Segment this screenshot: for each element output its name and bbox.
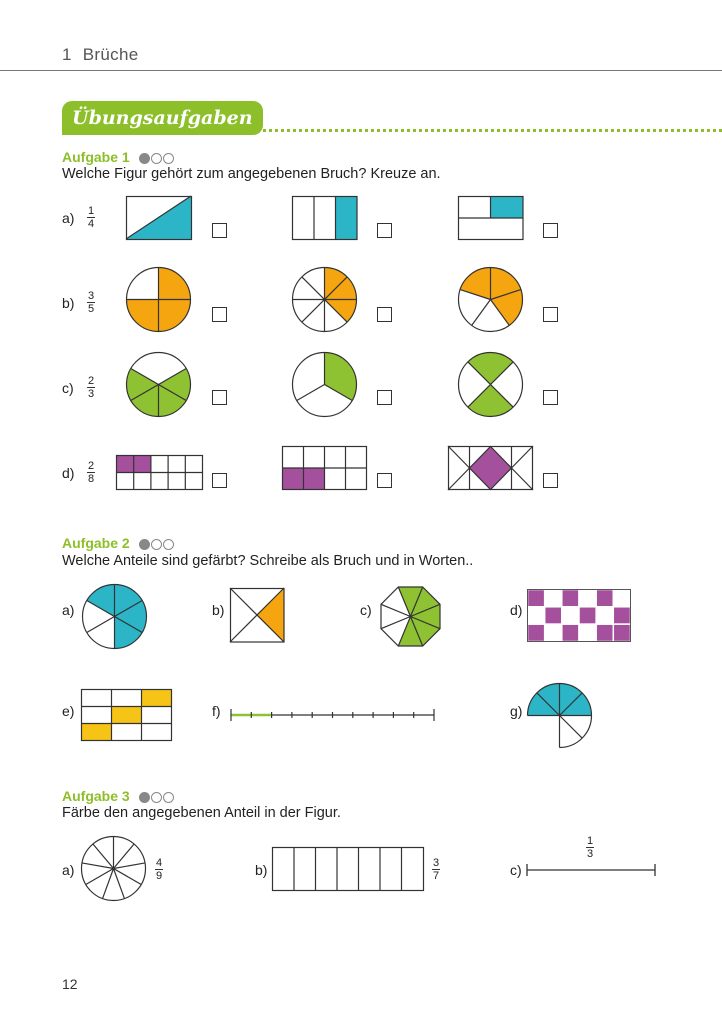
denominator: 4 [88, 218, 95, 230]
row-b-label: b) [62, 295, 75, 311]
square-diagonals-1-filled [230, 588, 285, 643]
aufgabe2-label-g: g) [510, 703, 523, 719]
difficulty-indicator [139, 790, 175, 806]
aufgabe3-instruction: Färbe den angegebenen Anteil in der Figur. [62, 805, 341, 821]
difficulty-dot-filled [139, 153, 150, 164]
checker-cell [596, 590, 613, 607]
pie-4-parts-3-filled [126, 267, 192, 333]
checker-grid-3x6 [527, 589, 631, 642]
checker-cell [579, 607, 596, 624]
difficulty-dot-empty [151, 539, 162, 550]
checkbox-a3[interactable] [543, 223, 558, 238]
rect-diamond-figure [448, 446, 534, 490]
fraction-2-3 [87, 375, 95, 400]
difficulty-indicator [139, 151, 175, 167]
number-line-f [230, 708, 436, 724]
numerator: 1 [587, 835, 594, 847]
checker-cell [579, 590, 596, 607]
checkbox-b1[interactable] [212, 307, 227, 322]
checkbox-c3[interactable] [543, 390, 558, 405]
checker-cell [545, 590, 562, 607]
page-number: 12 [62, 976, 78, 992]
checker-cell [596, 624, 613, 641]
checker-cell [562, 607, 579, 624]
difficulty-dot-empty [163, 792, 174, 803]
fraction-3-7 [432, 857, 440, 882]
checker-cell [579, 624, 596, 641]
octagon-8-parts [378, 584, 444, 650]
denominator: 8 [88, 473, 95, 485]
denominator: 3 [587, 848, 594, 860]
aufgabe2-label-f: f) [212, 703, 221, 719]
aufgabe2-label-d: d) [510, 602, 523, 618]
numerator: 1 [88, 205, 95, 217]
checkbox-b3[interactable] [543, 307, 558, 322]
denominator: 3 [88, 388, 95, 400]
pie-sector-figure [527, 683, 593, 749]
pie-6-parts-teal [82, 584, 148, 650]
denominator: 7 [433, 870, 440, 882]
difficulty-dot-filled [139, 539, 150, 550]
checker-cell [613, 590, 630, 607]
checker-cell [562, 624, 579, 641]
header-rule [0, 70, 722, 71]
figure-triangle-rect [126, 196, 192, 240]
aufgabe3-label-a: a) [62, 862, 75, 878]
aufgabe1-title [62, 149, 175, 167]
aufgabe2-label-a: a) [62, 602, 75, 618]
fraction-4-9 [155, 857, 163, 882]
difficulty-dot-filled [139, 792, 150, 803]
numerator: 3 [88, 290, 95, 302]
chapter-number: 1 [62, 45, 72, 64]
aufgabe2-label-e: e) [62, 703, 75, 719]
fraction-2-8 [87, 460, 95, 485]
fraction-1-4 [87, 205, 95, 230]
figure-four-cells [458, 196, 524, 240]
chapter-title: Brüche [82, 45, 139, 64]
numerator: 4 [156, 857, 163, 869]
pie-divider [114, 869, 125, 899]
aufgabe2-title-text: Aufgabe 2 [62, 535, 130, 551]
section-banner: Übungsaufgaben [62, 101, 263, 135]
checker-cell [528, 624, 545, 641]
checker-cell [596, 607, 613, 624]
row-d-label: d) [62, 465, 75, 481]
empty-bar-7-parts [272, 847, 425, 892]
aufgabe1-instruction: Welche Figur gehört zum angegebenen Bruch? Kreuze an. [62, 166, 441, 182]
denominator: 5 [88, 303, 95, 315]
aufgabe2-label-b: b) [212, 602, 225, 618]
pie-4-diagonal-2-filled [458, 352, 524, 418]
numerator: 3 [433, 857, 440, 869]
checker-cell [528, 590, 545, 607]
aufgabe2-title [62, 535, 175, 553]
aufgabe3-title [62, 788, 175, 806]
aufgabe2-instruction: Welche Anteile sind gefärbt? Schreibe als Bruch und in Worten.. [62, 553, 474, 569]
pie-divider [114, 869, 142, 885]
checker-cell [545, 624, 562, 641]
chapter-header [62, 45, 138, 65]
aufgabe1-title-text: Aufgabe 1 [62, 149, 130, 165]
checker-cell [562, 590, 579, 607]
checker-cell [545, 607, 562, 624]
aufgabe3-label-c: c) [510, 862, 522, 878]
checkbox-d3[interactable] [543, 473, 558, 488]
denominator: 9 [156, 870, 163, 882]
checker-cell [613, 624, 630, 641]
empty-pie-9-parts [81, 836, 147, 902]
difficulty-dot-empty [151, 153, 162, 164]
grid-2x5-2-filled [116, 455, 204, 491]
aufgabe2-label-c: c) [360, 602, 372, 618]
difficulty-dot-empty [151, 792, 162, 803]
pie-3-parts-1-filled [292, 352, 358, 418]
row-c-label: c) [62, 380, 74, 396]
grid-3x3-yellow [81, 689, 172, 742]
checkbox-d2[interactable] [377, 473, 392, 488]
number-line-c [526, 863, 658, 879]
fraction-3-5 [87, 290, 95, 315]
numerator: 2 [88, 460, 95, 472]
pie-divider [103, 869, 114, 899]
checkbox-a2[interactable] [377, 223, 392, 238]
pie-6-parts-4-filled [126, 352, 192, 418]
difficulty-dot-empty [163, 153, 174, 164]
pie-8-parts-3-filled [292, 267, 358, 333]
fraction-1-3 [586, 835, 594, 860]
checkbox-c2[interactable] [377, 390, 392, 405]
aufgabe3-title-text: Aufgabe 3 [62, 788, 130, 804]
grid-2x4-2-filled [282, 446, 368, 490]
row-a-label: a) [62, 210, 75, 226]
figure-three-columns [292, 196, 358, 240]
checker-cell [528, 607, 545, 624]
checkbox-b2[interactable] [377, 307, 392, 322]
section-dotted-line [228, 129, 722, 132]
pie-divider [86, 869, 114, 885]
checker-cell [613, 607, 630, 624]
checkbox-c1[interactable] [212, 390, 227, 405]
pie-5-parts-3-filled [458, 267, 524, 333]
checkbox-d1[interactable] [212, 473, 227, 488]
difficulty-indicator [139, 537, 175, 553]
checkbox-a1[interactable] [212, 223, 227, 238]
difficulty-dot-empty [163, 539, 174, 550]
numerator: 2 [88, 375, 95, 387]
aufgabe3-label-b: b) [255, 862, 268, 878]
